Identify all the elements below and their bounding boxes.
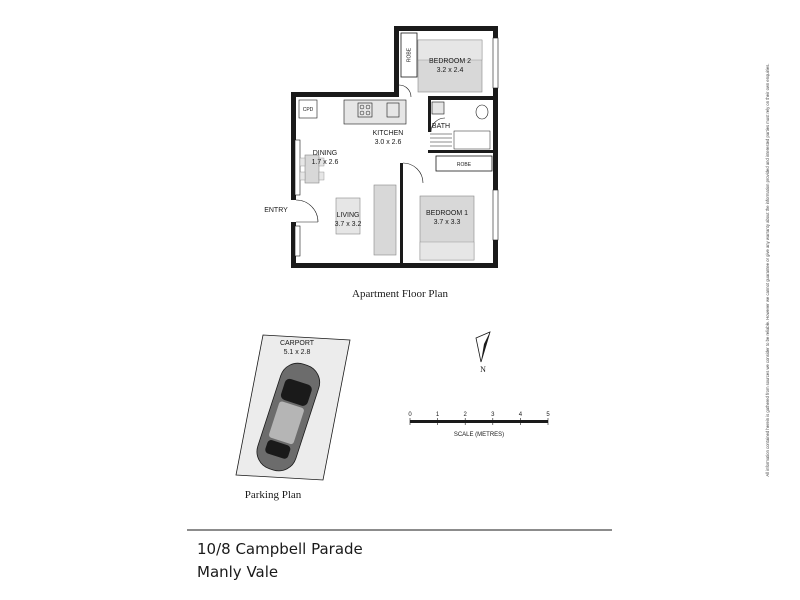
living-name: LIVING [336, 212, 360, 219]
bedroom1-name: BEDROOM 1 [425, 210, 469, 217]
bed-bedroom1 [420, 196, 474, 260]
scale-tick-3: 3 [491, 412, 495, 418]
dining-name: DINING [312, 150, 338, 157]
bed-bedroom2 [418, 40, 482, 92]
scale-tick-1: 1 [435, 412, 440, 418]
north-arrow-icon [476, 332, 490, 362]
disclaimer-text: All information contained herein is gathered from sources we consider to be reliable. However we cannot guarantee or give any warranty about the information provided and interested parties must rely on their own enquiries. [765, 63, 770, 477]
scale-tick-4: 4 [518, 412, 523, 418]
living-size: 3.7 x 3.2 [334, 221, 362, 228]
kitchen-counter [344, 100, 406, 124]
kitchen-name: KITCHEN [372, 130, 404, 137]
address-line1: 10/8 Campbell Parade [197, 540, 363, 558]
scale-tick-5: 5 [546, 412, 550, 418]
carport-name: CARPORT [279, 340, 315, 347]
scale-label: SCALE (METRES) [453, 432, 505, 438]
bedroom2-name: BEDROOM 2 [428, 58, 472, 65]
cpd-label: CPD [302, 107, 314, 113]
floor-plan-caption: Apartment Floor Plan [352, 288, 448, 300]
entry-door [296, 200, 318, 222]
carport-size: 5.1 x 2.8 [283, 349, 311, 356]
kitchen-size: 3.0 x 2.6 [374, 139, 402, 146]
bath-label: BATH [431, 123, 451, 130]
bedroom2-size: 3.2 x 2.4 [436, 67, 464, 74]
dining-size: 1.7 x 2.6 [311, 159, 339, 166]
bedroom1-size: 3.7 x 3.3 [433, 219, 461, 226]
stair-lines [430, 134, 452, 146]
scale-tick-2: 2 [463, 412, 467, 418]
parking-plan-caption: Parking Plan [244, 489, 302, 501]
robe-top-label: ROBE [406, 47, 413, 63]
scale-bar [410, 418, 548, 425]
living-furniture [336, 185, 396, 255]
north-label: N [480, 365, 486, 374]
scale-tick-0: 0 [408, 412, 412, 418]
robe-mid-label: ROBE [456, 162, 472, 168]
entry-label: ENTRY [264, 207, 288, 214]
address-line2: Manly Vale [197, 563, 279, 581]
